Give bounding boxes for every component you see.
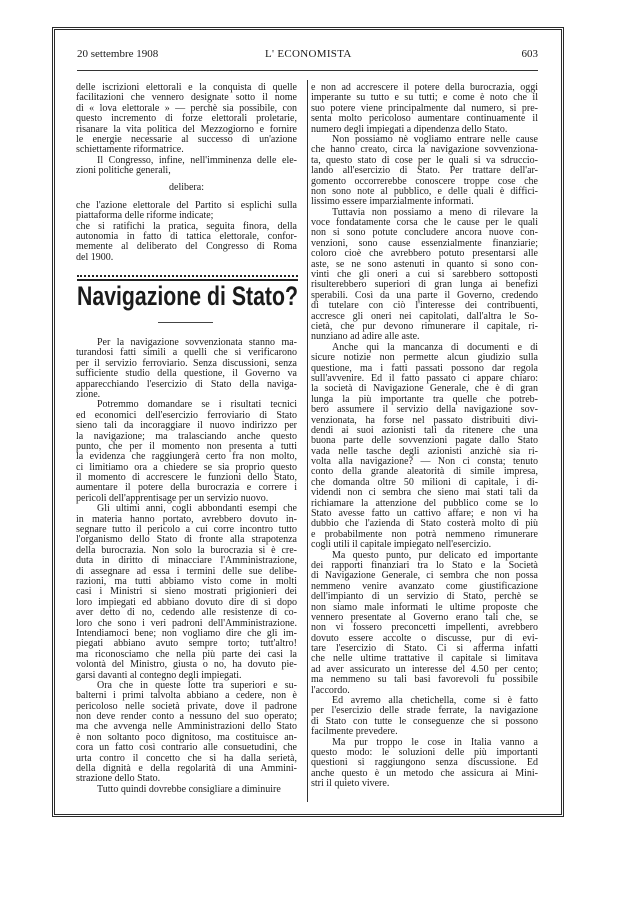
line-text: ma che avvenga nelle Amministrazioni dello Stato — [76, 721, 297, 733]
line-text: bero assumere il servizio della navigazione sov- — [311, 404, 538, 416]
line-text: di « lova elettorale » — perchè sia possibile, con — [76, 102, 297, 114]
line-text: aver detto di no, cedendo alle resistenze di co- — [76, 607, 297, 619]
line-text: dovuto essere accolte o discusse, pur di evi- — [311, 632, 538, 644]
header-page-number: 603 — [521, 48, 538, 60]
text-line — [311, 592, 538, 602]
line-text: l'accordo. — [311, 684, 350, 696]
delibera-heading: delibera: — [169, 181, 204, 193]
article-title — [77, 283, 298, 310]
line-text: apparecchiando l'esercizio di Stato della naviga- — [76, 378, 297, 390]
line-text: non sono note al pubblico, e delle quali è diffici- — [311, 185, 538, 197]
line-text: vennero presentate al Governo erano tali che, se — [311, 611, 538, 623]
line-text: della dignità e della regolarità di una Ammini- — [76, 763, 297, 775]
paragraph — [76, 201, 297, 222]
line-text: vinti che gli oneri a cui si sarebbero sottoposti — [311, 269, 538, 281]
line-text: volontà del Ministro, giusta o no, ha dovuto pie- — [76, 659, 297, 671]
line-text: razioni, ma tutti abbiamo visto come in molti — [76, 575, 297, 587]
line-text: ma nemmeno su tali basi favorevoli fu possibile — [311, 674, 538, 686]
line-text: pericoli dell'apprentisage per un servizio nuovo. — [76, 492, 269, 504]
line-text: Per la navigazione sovvenzionata stanno ma- — [97, 337, 297, 348]
line-text: voce fondatamente corsa che le cause per le quali — [311, 217, 538, 229]
article-title-text: Navigazione di Stato? — [77, 281, 298, 311]
line-text: non siamo male informati le ultime proposte che — [311, 601, 538, 613]
line-text: vada nelle tasche degli azionisti anzichè sia ri- — [311, 445, 538, 457]
line-text: Non possiamo nè vogliamo entrare nelle cause — [332, 133, 538, 145]
line-text: che l'azione elettorale del Partito si esplichi sulla — [76, 199, 297, 211]
line-text: questioni si raggiungono senza discussione. Ed — [311, 757, 538, 769]
line-text: l'organismo dello Stato di fronte alla strapotenza — [76, 534, 297, 546]
column-divider — [307, 80, 308, 802]
paragraph — [311, 83, 538, 135]
line-text: cora un fatto così contrario alle consuetudini, che — [76, 742, 297, 754]
line-text: sieno tali da incoraggiare il nuovo indirizzo per — [76, 420, 297, 432]
text-line — [76, 785, 297, 795]
line-text: ed economici dell'esercizio ferroviario di Stato — [76, 409, 297, 421]
line-text: anche questo è un metodo che assicura ai Mini- — [311, 767, 538, 779]
line-text: coloro cioè che avrebbero potuto presentarsi alle — [311, 248, 538, 260]
line-text: Tutto quindi dovrebbe consigliare a diminuire — [97, 783, 281, 795]
line-text: ta, questo stato di cose per le quali si va sdruccio- — [311, 154, 538, 166]
line-text: che nelle ultime trattative il capitale si limitava — [311, 653, 538, 665]
paragraph — [311, 135, 538, 208]
line-text: e probabilmente non potrà nemmeno rimunerare — [311, 528, 538, 540]
line-text: facilmente prevedere. — [311, 726, 398, 738]
line-text: tare l'esercizio di Stato. Ci si afferma infatti — [311, 643, 538, 655]
line-text: buona parte delle sovvenzioni pagate dallo Stato — [311, 435, 538, 447]
paragraph — [76, 400, 297, 504]
text-line — [311, 405, 538, 415]
line-text: numero degli impiegati a dipendenza dello Stato. — [311, 123, 508, 135]
header-rule — [77, 70, 538, 71]
line-text: nunziano ad adire alle aste. — [311, 331, 420, 343]
line-text: Ma questo punto, pur delicato ed importante — [332, 549, 538, 561]
line-text: cietà, che pur devono rimunerare il capitale, ri- — [311, 320, 538, 332]
line-text: loro impiegati ed abbiano dovuto dire di sì dopo — [76, 596, 297, 608]
line-text: Intendiamoci bene; non vogliamo dire che gli im- — [76, 627, 297, 639]
line-text: sufficiente studio della questione, il Governo va — [76, 368, 297, 380]
line-text: punto, che per il momento non presenta a tutti — [76, 440, 297, 452]
line-text: loro che sono i veri padroni dell'Amministrazione. — [76, 617, 297, 629]
line-text: di Navigazione Generale, ci sembra che non possa — [311, 570, 538, 582]
line-text: le energie necessarie al successo di un'azione — [76, 133, 297, 145]
header-journal-title: L' ECONOMISTA — [265, 48, 352, 60]
line-text: questione, ma i fatti passati possono dar regola — [311, 362, 538, 374]
paragraph — [76, 338, 297, 400]
line-text: conto della grande aleatorità di simile impresa, — [311, 466, 538, 478]
title-rule — [158, 322, 213, 323]
line-text: ci limitiamo ora a chiedere se sia proprio questo — [76, 461, 297, 473]
line-text: Stato avesse fatto un cattivo affare; e non vi ha — [311, 508, 538, 520]
text-line — [76, 114, 297, 124]
line-text: del 1900. — [76, 251, 114, 263]
paragraph — [311, 696, 538, 738]
paragraph — [311, 738, 538, 790]
line-text: sull'avvenire. Ed il fatto passato ci appare chiaro: — [311, 372, 538, 384]
line-text: balterni i primi talvolta abbiano a cedere, non è — [76, 690, 297, 702]
paragraph — [311, 551, 538, 696]
line-text: videndi non ci sembra che sieno mai stati tali da — [311, 487, 538, 499]
line-text: nemmeno venire avanzato come giustificazione — [311, 580, 538, 592]
line-text: non si sono potute concludere ancora nuove con- — [311, 227, 538, 239]
line-text: dendi ai suoi azionisti tali da ritenere che una — [311, 424, 538, 436]
line-text: imperante su tutto e su tutti; e come è noto che il — [311, 92, 538, 104]
line-text: pericoloso nelle società private, dove il padrone — [76, 700, 297, 712]
line-text: Gli ultimi anni, cogli abbondanti esempi che — [97, 503, 297, 515]
text-line — [76, 253, 297, 263]
line-text: turandosi fatti simili a quelli che si verificarono — [76, 347, 297, 359]
line-text: Anche qui la mancanza di documenti e di — [332, 341, 538, 353]
line-text: non deve render conto a nessuno del suo operato; — [76, 711, 297, 723]
line-text: richiamare la attenzione del pubblico come se lo — [311, 497, 538, 509]
line-text: la navigazione; ma tralasciando anche questo — [76, 430, 297, 442]
line-text: zione. — [76, 388, 101, 400]
line-text: ma riconosciamo che nella più parte dei casi la — [76, 648, 297, 660]
line-text: segnare tutto il pericolo a cui corre incontro tutto — [76, 524, 297, 536]
line-text: Ed avremo alla chetichella, come si è fatto — [332, 695, 538, 707]
line-text: che domanda oltre 50 milioni di capitale, i di- — [311, 476, 538, 488]
line-text: lissimo essere imparzialmente informati. — [311, 196, 474, 208]
paragraph — [76, 83, 297, 156]
line-text: ad aver assicurato un interesse del 4.50 per cento; — [311, 663, 538, 675]
line-text: casi i Ministri si sieno mostrati prigionieri dei — [76, 586, 297, 598]
line-text: garsi davanti al contegno degli impiegati. — [76, 669, 242, 681]
line-text: venzioni, sono cause essenzialmente finanziarie; — [311, 237, 538, 249]
paragraph — [76, 681, 297, 785]
line-text: di assegnare ad essa i termini delle sue delibe- — [76, 565, 297, 577]
line-text: della burocrazia. Non solo la burocrazia si è cre- — [76, 544, 297, 556]
line-text: per il servizio ferroviario. Senza discussioni, senza — [76, 357, 297, 369]
text-line — [76, 166, 297, 176]
line-text: in materia hanno portato, avrebbero dovuto in- — [76, 513, 297, 525]
line-text: dubbio che l'azienda di Stato costerà molto di più — [311, 518, 538, 530]
line-text: Tuttavia non possiamo a meno di rilevare la — [332, 206, 538, 218]
line-text: strazione dello Stato. — [76, 773, 161, 785]
text-line — [76, 380, 297, 390]
line-text: volta alla navigazione? — Non ci consta; tenuto — [311, 456, 538, 468]
line-text: suo potere viene principalmente dal numero, si pre- — [311, 102, 538, 114]
line-text: facilitazioni che vennero designate sotto il nome — [76, 92, 297, 104]
paragraph — [76, 504, 297, 681]
text-line — [311, 353, 538, 363]
line-text: duta in diritto di minacciare l'Amministrazione, — [76, 555, 297, 567]
paragraph — [76, 785, 297, 795]
line-text: per l'esercizio delle strade ferrate, la navigazione — [311, 705, 538, 717]
line-text: lando all'esercizio di Stato. Per trattare dell'ar- — [311, 165, 538, 177]
text-line — [76, 660, 297, 670]
line-text: Potremmo domandare se i risultati tecnici — [97, 399, 297, 411]
line-text: il momento di accrescere le funzioni dello Stato, — [76, 472, 297, 484]
text-line — [311, 166, 538, 176]
line-text: aumentare il potere della burocrazia e correre i — [76, 482, 297, 494]
line-text: piattaforma delle riforme indicate; — [76, 210, 214, 222]
paragraph — [311, 343, 538, 551]
paragraph — [76, 222, 297, 264]
text-line — [76, 421, 297, 431]
line-text: Ma pur troppo le cose in Italia vanno a — [332, 736, 538, 748]
line-text: stri il quieto vivere. — [311, 778, 390, 790]
line-text: che si ratifichi la pratica, seguita finora, della — [76, 220, 297, 232]
line-text: autonomia in fatto di tattica elettorale, confor- — [76, 231, 297, 243]
line-text: dei rapporti finanziari tra lo Stato e la Società — [311, 559, 538, 571]
line-text: che hanno creato, circa la navigazione sovvenziona- — [311, 144, 538, 156]
line-text: cogli utili il capitale impiegato nell'esercizio. — [311, 539, 492, 551]
header-date: 20 settembre 1908 — [77, 48, 159, 60]
line-text: zioni politiche generali, — [76, 165, 171, 177]
line-text: non vi fossero preconcetti impellenti, avrebbero — [311, 622, 538, 634]
line-text: questo modo: le soluzioni delle più importanti — [311, 747, 538, 758]
article-right-column — [311, 83, 538, 790]
line-text: risanare la vita politica del Mezzogiorno e fornire — [76, 123, 297, 135]
line-text: la evidenza che raggiungerà certo fra non molto, — [76, 451, 297, 463]
line-text: e non ad accrescere il potere della burocrazia, oggi — [311, 82, 538, 93]
article-left-column — [76, 338, 297, 795]
previous-article-ending — [76, 83, 297, 263]
line-text: risulterebbero superiori di gran lunga ai benefizi — [311, 279, 538, 291]
line-text: delle iscrizioni elettorali e la conquista di quelle — [76, 82, 297, 93]
line-text: sperabili. Così da una parte il Governo, credendo — [311, 289, 538, 301]
line-text: dell'impianto di un servizio di Stato, perchè se — [311, 591, 538, 603]
line-text: è non soltanto poco dignitoso, ma costituisce an- — [76, 731, 297, 743]
article-separator-rule — [77, 275, 298, 277]
text-line — [311, 114, 538, 124]
line-text: di Stato con tutte le conseguenze che si possono — [311, 715, 538, 727]
paragraph — [311, 208, 538, 343]
line-text: la società di Navigazione Generale, che è di gran — [311, 383, 538, 395]
line-text: senta molto pericoloso aumentare continuamente il — [311, 113, 538, 125]
line-text: Il Congresso, infine, nell'imminenza delle ele- — [97, 154, 297, 166]
text-line — [76, 608, 297, 618]
line-text: accresce gli oneri nei capitolati, dall'altra le So- — [311, 310, 538, 322]
paragraph — [76, 156, 297, 177]
line-text: memente al deliberato del Congresso di Roma — [76, 241, 297, 253]
text-line — [76, 369, 297, 379]
line-text: questo incremento di forze elettorali proletarie, — [76, 113, 297, 125]
line-text: gomento occorrerebbe conoscere troppe cose che — [311, 175, 538, 187]
line-text: sicure notizie non permette alcun giudizio sulla — [311, 352, 538, 364]
line-text: Ora che in queste lotte tra superiori e su- — [97, 679, 297, 691]
text-line — [311, 779, 538, 789]
line-text: schiettamente riformatrice. — [76, 144, 184, 156]
line-text: piegati abbiano avuto sempre torto; tutt'altro! — [76, 638, 297, 650]
line-text: urta contro il concetto che si ha dalla serietà, — [76, 752, 297, 764]
line-text: aste, se ne sono astenuti in quanto si sono con- — [311, 258, 538, 270]
line-text: venzionata, ha forse nel passato distribuiti divi- — [311, 414, 538, 426]
line-text: di tutelare con ciò l'interesse dei contribuenti, — [311, 300, 538, 312]
line-text: lunga la più importante tra quelle che potreb- — [311, 393, 538, 405]
